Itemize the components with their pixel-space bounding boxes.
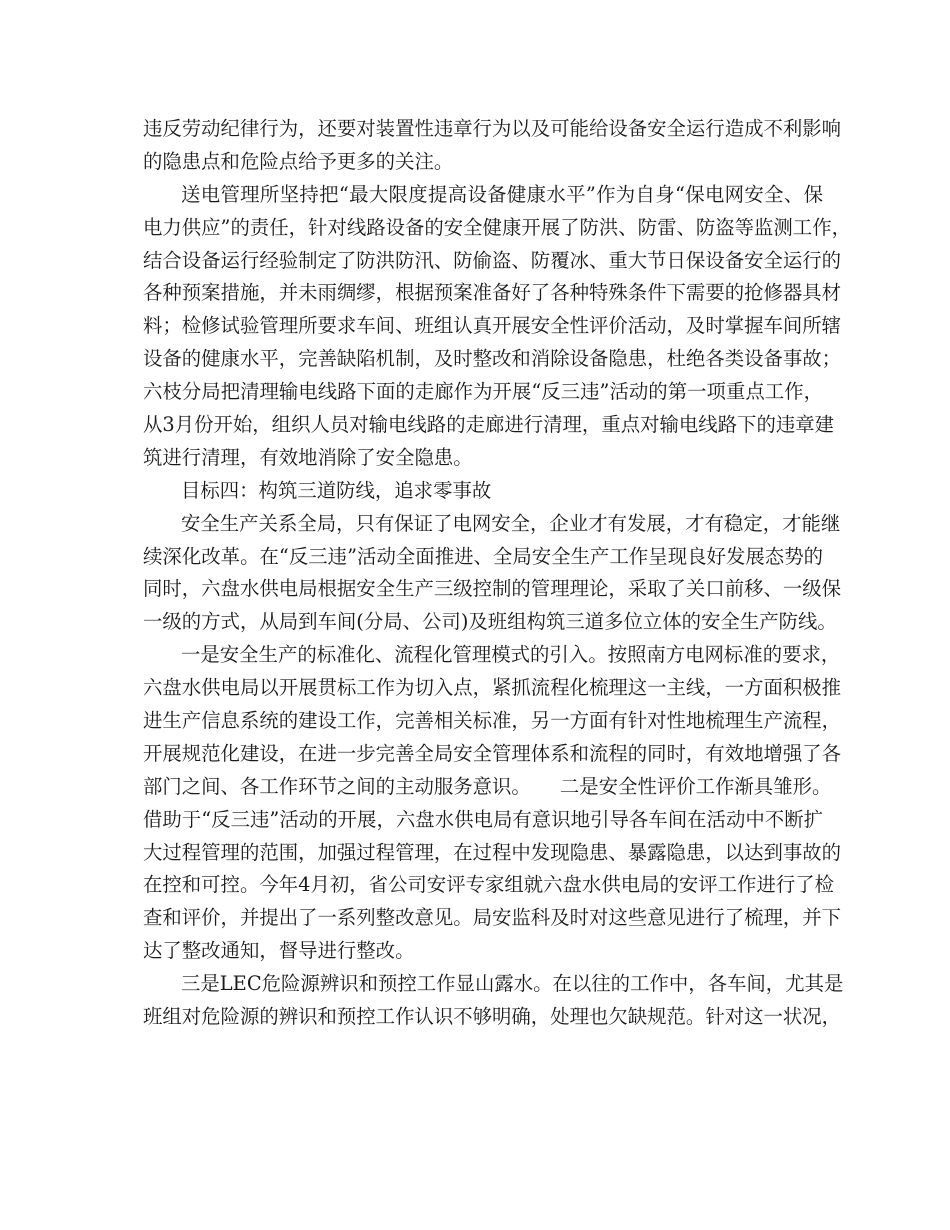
text-line: 借助于“反三违”活动的开展，六盘水供电局有意识地引导各车间在活动中不断扩 bbox=[143, 807, 823, 831]
text-line: 班组对危险源的辨识和预控工作认识不够明确，处理也欠缺规范。针对这一状况， bbox=[143, 1005, 842, 1029]
text-line: 违反劳动纪律行为，还要对装置性违章行为以及可能给设备安全运行造成不利影响 bbox=[143, 117, 842, 140]
text-line: 料；检修试验管理所要求车间、班组认真开展安全性评价活动，及时掌握车间所辖 bbox=[143, 314, 842, 338]
text-line: 查和评价，并提出了一系列整改意见。局安监科及时对这些意见进行了梳理，并下 bbox=[143, 906, 842, 930]
text-line: 六枝分局把清理输电线路下面的走廊作为开展“反三违”活动的第一项重点工作， bbox=[143, 380, 823, 404]
text-line: 安全生产关系全局，只有保证了电网安全，企业才有发展，才有稳定，才能继 bbox=[181, 511, 841, 535]
text-line: 六盘水供电局以开展贯标工作为切入点，紧抓流程化梳理这一主线，一方面积极推 bbox=[143, 676, 842, 700]
text-line: 筑进行清理，有效地消除了安全隐患。 bbox=[143, 445, 473, 469]
text-line: 结合设备运行经验制定了防洪防汛、防偷盗、防覆冰、重大节日保设备安全运行的 bbox=[143, 248, 842, 272]
text-line: 从3月份开始，组织人员对输电线路的走廊进行清理，重点对输电线路下的违章建 bbox=[143, 413, 835, 437]
text-line: 送电管理所坚持把“最大限度提高设备健康水平”作为自身“保电网安全、保 bbox=[181, 182, 823, 206]
text-line: 目标四：构筑三道防线，追求零事故 bbox=[181, 478, 492, 502]
text-line: 一级的方式，从局到车间(分局、公司)及班组构筑三道多位立体的安全生产防线。 bbox=[143, 610, 837, 634]
text-line: 在控和可控。今年4月初，省公司安评专家组就六盘水供电局的安评工作进行了检 bbox=[143, 873, 835, 897]
text-line: 三是LEC危险源辨识和预控工作显山露水。在以往的工作中，各车间，尤其是 bbox=[181, 972, 844, 996]
document-body bbox=[143, 113, 851, 1034]
text-line: 的隐患点和危险点给予更多的关注。 bbox=[143, 149, 454, 173]
text-line: 进生产信息系统的建设工作，完善相关标准，另一方面有针对性地梳理生产流程， bbox=[143, 709, 842, 733]
text-line: 达了整改通知，督导进行整改。 bbox=[143, 939, 415, 963]
text-line: 一是安全生产的标准化、流程化管理模式的引入。按照南方电网标准的要求， bbox=[181, 643, 841, 667]
text-line: 同时，六盘水供电局根据安全生产三级控制的管理理论，采取了关口前移、一级保 bbox=[143, 577, 842, 601]
text-line: 各种预案措施，并未雨绸缪，根据预案准备好了各种特殊条件下需要的抢修器具材 bbox=[143, 281, 842, 305]
text-line: 开展规范化建设，在进一步完善全局安全管理体系和流程的同时，有效地增强了各 bbox=[143, 741, 842, 765]
text-line: 大过程管理的范围，加强过程管理，在过程中发现隐患、暴露隐患，以达到事故的 bbox=[143, 840, 842, 864]
text-line: 电力供应”的责任，针对线路设备的安全健康开展了防洪、防雷、防盗等监测工作， bbox=[143, 215, 851, 239]
text-line: 部门之间、各工作环节之间的主动服务意识。 二是安全性评价工作渐具雏形。 bbox=[143, 774, 832, 798]
text-line: 设备的健康水平，完善缺陷机制，及时整改和消除设备隐患，杜绝各类设备事故； bbox=[143, 347, 842, 371]
text-line: 续深化改革。在“反三违”活动全面推进、全局安全生产工作呈现良好发展态势的 bbox=[143, 544, 823, 568]
